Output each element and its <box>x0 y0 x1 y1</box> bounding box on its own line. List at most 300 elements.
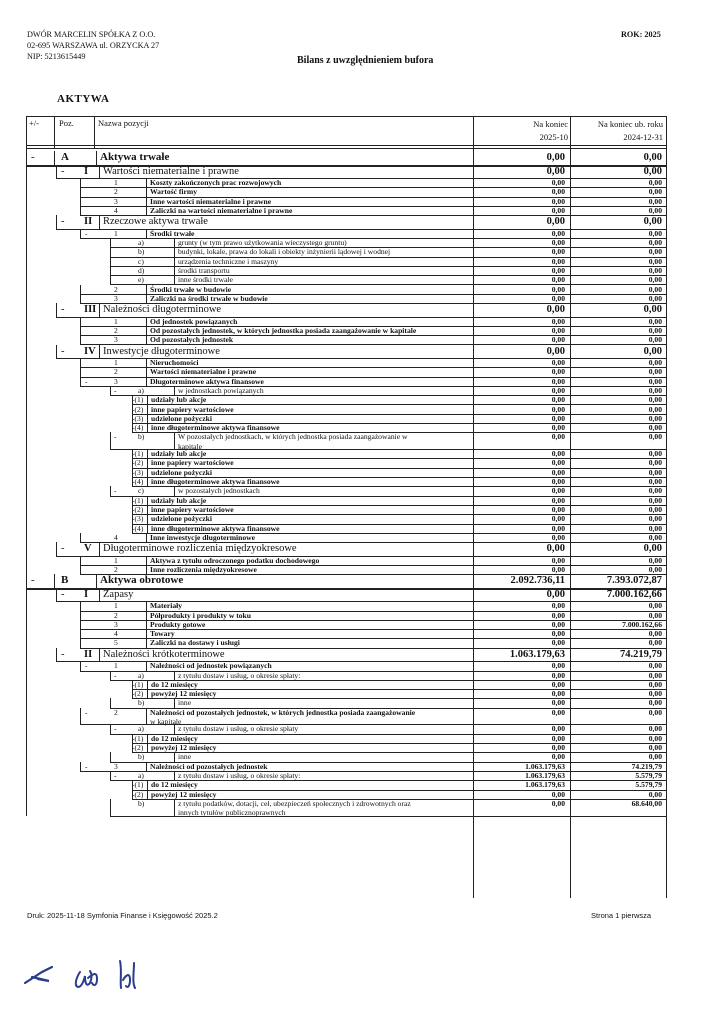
row-name: Długoterminowe rozliczenia międzyokresowe <box>103 543 297 555</box>
row-divider <box>56 303 57 317</box>
row-divider <box>147 790 148 799</box>
row-value-previous: 0,00 <box>648 532 662 542</box>
table-row <box>0 542 724 556</box>
row-name: Środki trwałe w budowie <box>150 284 232 294</box>
row-divider <box>80 317 81 326</box>
table-row <box>0 247 724 256</box>
row-divider <box>174 724 175 733</box>
row-name: Inne wartości niematerialne i prawne <box>150 196 272 206</box>
row-position: 1 <box>114 228 118 238</box>
report-year: ROK: 2025 <box>621 30 661 39</box>
row-divider <box>80 638 81 647</box>
row-divider <box>56 165 57 179</box>
signature <box>22 950 162 1000</box>
row-position: 3 <box>114 619 118 629</box>
row-value-current: 0,00 <box>551 798 565 808</box>
row-name: Środki trwałe <box>150 228 195 238</box>
row-position: 2 <box>114 610 118 620</box>
row-divider <box>146 294 147 303</box>
row-value-current: 0,00 <box>546 216 565 228</box>
row-divider <box>80 197 81 206</box>
row-divider <box>80 187 81 196</box>
row-position: 3 <box>114 761 118 771</box>
print-info: Druk: 2025-11-18 Symfonia Finanse i Księgowość 2025.2 <box>27 911 218 920</box>
row-position: d) <box>138 265 145 275</box>
row-position: -(2) <box>132 404 144 414</box>
table-row <box>0 505 724 514</box>
row-divider <box>80 708 81 725</box>
table-row <box>0 601 724 610</box>
row-name: powyżej 12 miesięcy <box>151 789 217 799</box>
table-row <box>0 345 724 359</box>
row-value-current: 0,00 <box>551 284 565 294</box>
row-position: a) <box>138 724 144 734</box>
row-divider <box>146 197 147 206</box>
row-divider <box>147 423 148 432</box>
row-value-previous: 0,00 <box>643 152 662 163</box>
table-left-border <box>26 148 27 816</box>
row-name: Nieruchomości <box>150 358 199 367</box>
row-divider <box>146 533 147 542</box>
row-divider <box>132 743 133 752</box>
col-header-poz: Poz. <box>59 118 74 128</box>
row-name: grunty (w tym prawo użytkowania wieczystego gruntu) <box>178 238 347 247</box>
table-row <box>0 771 724 780</box>
row-position: b) <box>138 798 145 808</box>
row-name: inne papiery wartościowe <box>151 504 234 514</box>
row-value-previous: 0,00 <box>648 670 662 680</box>
row-divider <box>110 275 111 284</box>
col-header-mark: +/- <box>29 118 39 128</box>
row-name: Zaliczki na wartości niematerialne i prawne <box>150 205 293 215</box>
table-row <box>0 449 724 458</box>
section-title: AKTYWA <box>57 93 110 105</box>
row-name: Należności krótkoterminowe <box>103 648 225 660</box>
row-value-current: 0,00 <box>551 413 565 423</box>
table-row <box>0 671 724 680</box>
row-divider <box>147 680 148 689</box>
table-row <box>0 317 724 326</box>
row-position: 2 <box>114 284 118 294</box>
row-position: -(2) <box>132 504 144 514</box>
company-address: 02-695 WARSZAWA ul. ORZYCKA 27 <box>27 41 160 50</box>
row-position: -(1) <box>132 449 144 459</box>
table-row <box>0 266 724 275</box>
row-position: 2 <box>114 367 118 377</box>
row-position: -(4) <box>132 477 144 487</box>
row-toggle-mark: - <box>31 574 35 587</box>
row-value-previous: 0,00 <box>648 432 662 442</box>
row-value-previous: 0,00 <box>648 205 662 215</box>
row-divider <box>110 486 111 495</box>
row-position: -(4) <box>132 523 144 533</box>
row-position: b) <box>138 432 145 442</box>
row-position: I <box>84 165 89 177</box>
row-name: Wartości niematerialne i prawne <box>103 165 239 177</box>
row-value-previous: 7.000.162,66 <box>606 588 662 600</box>
row-value-current: 0,00 <box>551 458 565 468</box>
row-value-previous: 7.000.162,66 <box>622 619 662 629</box>
table-row <box>0 708 724 725</box>
row-position: b) <box>138 247 145 257</box>
table-row <box>0 486 724 495</box>
row-position: 1 <box>114 358 118 367</box>
row-position: -(3) <box>132 514 144 524</box>
row-name: udzielone pożyczki <box>151 413 212 423</box>
row-position: I <box>84 588 89 600</box>
row-name: do 12 miesięcy <box>151 780 198 790</box>
row-toggle-mark: - <box>114 385 117 395</box>
row-toggle-mark: - <box>61 304 65 316</box>
row-value-current: 0,00 <box>551 638 565 648</box>
row-position: 3 <box>114 293 118 303</box>
row-name: Aktywa trwałe <box>100 151 170 163</box>
row-divider <box>80 565 81 574</box>
row-value-current: 0,00 <box>546 345 565 357</box>
row-divider <box>147 524 148 533</box>
col-header-previous-label: Na koniec ub. roku <box>597 119 663 129</box>
table-row <box>0 367 724 376</box>
row-position: -(1) <box>132 679 144 689</box>
row-divider <box>132 734 133 743</box>
row-divider <box>110 266 111 275</box>
row-value-current: 0,00 <box>551 514 565 524</box>
row-name: do 12 miesięcy <box>151 733 198 743</box>
row-name: Aktywa obrotowe <box>100 574 184 587</box>
row-value-current: 0,00 <box>551 679 565 689</box>
row-divider <box>147 734 148 743</box>
row-position: 3 <box>114 335 118 345</box>
row-value-current: 0,00 <box>551 404 565 414</box>
row-divider <box>132 449 133 458</box>
row-name: inne papiery wartościowe <box>151 458 234 468</box>
row-divider <box>54 574 55 588</box>
row-divider <box>147 449 148 458</box>
row-divider <box>80 762 81 771</box>
row-divider <box>174 671 175 680</box>
row-toggle-mark: - <box>114 486 117 496</box>
table-row <box>0 698 724 707</box>
row-value-previous: 0,00 <box>648 316 662 326</box>
row-position: 5 <box>114 638 118 648</box>
row-divider <box>110 799 111 816</box>
row-value-current: 0,00 <box>551 316 565 326</box>
row-divider <box>99 165 100 179</box>
row-value-current: 0,00 <box>551 743 565 753</box>
row-value-previous: 0,00 <box>648 187 662 197</box>
row-divider <box>146 611 147 620</box>
row-divider <box>147 477 148 486</box>
row-divider <box>80 326 81 335</box>
row-divider <box>132 524 133 533</box>
row-divider <box>132 790 133 799</box>
table-row <box>0 358 724 367</box>
row-value-previous: 0,00 <box>648 293 662 303</box>
row-name: udzielone pożyczki <box>151 467 212 477</box>
row-value-previous: 0,00 <box>648 376 662 386</box>
row-divider <box>99 345 100 359</box>
row-position: 4 <box>114 532 118 542</box>
row-value-current: 0,00 <box>551 670 565 680</box>
row-divider <box>110 247 111 256</box>
row-divider <box>110 752 111 761</box>
row-divider <box>110 698 111 707</box>
row-name: Produkty gotowe <box>150 619 206 629</box>
row-divider <box>56 648 57 662</box>
row-divider <box>56 345 57 359</box>
row-divider <box>132 423 133 432</box>
row-divider <box>80 601 81 610</box>
col-header-name: Nazwa pozycji <box>98 118 149 128</box>
row-name: Wartości niematerialne i prawne <box>150 367 257 377</box>
table-row <box>0 229 724 238</box>
row-name: Rzeczowe aktywa trwałe <box>103 216 208 228</box>
row-value-current: 0,00 <box>551 395 565 405</box>
table-row <box>0 165 724 179</box>
row-position: -(3) <box>132 413 144 423</box>
row-value-previous: 0,00 <box>648 555 662 565</box>
row-toggle-mark: - <box>61 345 65 357</box>
row-divider <box>80 358 81 367</box>
row-value-previous: 74.219,79 <box>631 761 662 771</box>
table-row <box>0 215 724 229</box>
row-name: Aktywa z tytułu odroczonego podatku dochodowego <box>150 555 320 565</box>
row-value-current: 0,00 <box>551 367 565 377</box>
row-position: -(1) <box>132 395 144 405</box>
row-value-current: 0,00 <box>551 247 565 257</box>
row-value-current: 0,00 <box>551 423 565 433</box>
table-row <box>0 477 724 486</box>
table-row <box>0 574 724 588</box>
row-value-current: 0,00 <box>551 293 565 303</box>
row-value-current: 0,00 <box>551 477 565 487</box>
company-name: DWÓR MARCELIN SPÓŁKA Z O.O. <box>27 30 156 39</box>
table-row <box>0 790 724 799</box>
row-value-previous: 0,00 <box>648 395 662 405</box>
row-value-current: 0,00 <box>551 196 565 206</box>
row-position: 1 <box>114 601 118 611</box>
row-divider <box>174 257 175 266</box>
row-value-previous: 0,00 <box>648 256 662 266</box>
row-value-previous: 0,00 <box>648 495 662 505</box>
row-value-previous: 0,00 <box>648 367 662 377</box>
table-row <box>0 303 724 317</box>
row-value-current: 2.092.736,11 <box>510 575 565 587</box>
row-divider <box>146 178 147 187</box>
row-position: II <box>84 216 93 228</box>
row-name: urządzenia techniczne i maszyny <box>178 256 279 266</box>
row-value-previous: 0,00 <box>643 543 662 555</box>
row-position: 2 <box>114 325 118 335</box>
row-toggle-mark: - <box>114 724 117 734</box>
row-name: inne długoterminowe aktywa finansowe <box>151 477 280 487</box>
row-divider <box>132 477 133 486</box>
row-value-previous: 0,00 <box>648 629 662 639</box>
row-divider <box>174 247 175 256</box>
row-name: Inwestycje długoterminowe <box>103 345 220 357</box>
row-divider <box>147 505 148 514</box>
table-row <box>0 661 724 670</box>
row-value-current: 0,00 <box>551 486 565 496</box>
row-name-continued: innych tytułów publicznoprawnych <box>178 808 286 818</box>
row-divider <box>174 266 175 275</box>
table-row <box>0 799 724 816</box>
row-name: z tytułu dostaw i usług, o okresie spłaty: <box>178 670 301 680</box>
row-name: Od pozostałych jednostek, w których jednostka posiada zaangażowanie w kapitale <box>150 325 417 335</box>
row-name: powyżej 12 miesięcy <box>151 689 217 699</box>
row-position: -(3) <box>132 467 144 477</box>
row-name-continued: w kapitale <box>150 717 182 727</box>
table-row <box>0 423 724 432</box>
row-value-previous: 0,00 <box>648 284 662 294</box>
row-value-previous: 0,00 <box>648 689 662 699</box>
row-divider <box>146 367 147 376</box>
row-divider <box>146 556 147 565</box>
row-divider <box>174 799 175 816</box>
row-value-previous: 0,00 <box>648 404 662 414</box>
row-value-previous: 0,00 <box>648 733 662 743</box>
row-divider <box>132 395 133 404</box>
row-name: z tytułu podatków, dotacji, ceł, ubezpieczeń społecznych i zdrowotnych oraz <box>178 798 411 808</box>
row-name: inne środki trwałe <box>178 275 233 285</box>
row-name: powyżej 12 miesięcy <box>151 743 217 753</box>
row-value-previous: 0,00 <box>648 335 662 345</box>
row-value-current: 0,00 <box>551 449 565 459</box>
table-row <box>0 377 724 386</box>
row-value-current: 0,00 <box>551 610 565 620</box>
row-value-previous: 0,00 <box>648 698 662 708</box>
row-divider <box>132 689 133 698</box>
row-value-current: 0,00 <box>551 698 565 708</box>
table-row <box>0 326 724 335</box>
row-value-current: 0,00 <box>551 532 565 542</box>
row-divider <box>146 229 147 238</box>
table-row <box>0 206 724 215</box>
row-position: -(1) <box>132 495 144 505</box>
row-value-current: 0,00 <box>551 376 565 386</box>
row-name: Zaliczki na środki trwałe w budowie <box>150 293 268 303</box>
row-divider <box>99 303 100 317</box>
row-divider <box>80 335 81 344</box>
row-position: IV <box>84 345 96 357</box>
row-value-current: 0,00 <box>551 432 565 442</box>
row-value-previous: 0,00 <box>648 385 662 395</box>
row-divider <box>80 377 81 386</box>
row-name: Należności od pozostałych jednostek <box>150 761 268 771</box>
row-name: Inne rozliczenia międzyokresowe <box>150 564 257 574</box>
row-value-previous: 0,00 <box>648 358 662 367</box>
row-value-previous: 0,00 <box>643 304 662 316</box>
row-divider <box>80 533 81 542</box>
row-toggle-mark: - <box>114 432 117 442</box>
row-position: 1 <box>114 555 118 565</box>
row-value-current: 0,00 <box>546 304 565 316</box>
row-position: e) <box>138 275 144 285</box>
row-name: inne długoterminowe aktywa finansowe <box>151 423 280 433</box>
row-value-previous: 0,00 <box>648 196 662 206</box>
row-name: w jednostkach powiązanych <box>178 385 264 395</box>
row-value-current: 0,00 <box>551 707 565 717</box>
row-divider <box>80 285 81 294</box>
row-value-previous: 0,00 <box>648 178 662 187</box>
row-divider <box>80 620 81 629</box>
page-number: Strona 1 pierwsza <box>591 911 652 920</box>
row-divider <box>96 574 97 588</box>
row-value-previous: 0,00 <box>648 564 662 574</box>
table-row <box>0 780 724 789</box>
row-divider <box>99 215 100 229</box>
row-position: a) <box>138 670 144 680</box>
row-name: Należności od pozostałych jednostek, w których jednostka posiada zaangażowanie <box>150 707 416 717</box>
company-nip: NIP: 5213615449 <box>27 52 86 61</box>
row-divider <box>132 458 133 467</box>
row-divider <box>174 386 175 395</box>
table-row <box>0 752 724 761</box>
row-value-current: 0,00 <box>551 335 565 345</box>
row-value-previous: 0,00 <box>648 238 662 247</box>
table-row <box>0 395 724 404</box>
row-position: 3 <box>114 196 118 206</box>
row-value-current: 0,00 <box>551 385 565 395</box>
row-value-current: 0,00 <box>551 724 565 734</box>
row-divider <box>147 780 148 789</box>
row-divider <box>110 238 111 247</box>
row-value-current: 0,00 <box>551 358 565 367</box>
row-value-current: 1.063.179,63 <box>525 780 565 790</box>
row-position: -(2) <box>132 458 144 468</box>
row-divider <box>147 395 148 404</box>
row-divider <box>110 432 111 449</box>
row-divider <box>132 405 133 414</box>
row-value-current: 0,00 <box>551 619 565 629</box>
row-value-current: 1.063.179,63 <box>525 761 565 771</box>
table-row <box>0 524 724 533</box>
row-name: inne <box>178 752 192 762</box>
row-divider <box>110 257 111 266</box>
table-row <box>0 458 724 467</box>
row-position: 2 <box>114 187 118 197</box>
row-position: 1 <box>114 661 118 671</box>
row-divider <box>147 414 148 423</box>
row-name: z tytułu dostaw i usług, o okresie spłaty <box>178 724 299 734</box>
row-divider <box>80 294 81 303</box>
table-row <box>0 386 724 395</box>
row-toggle-mark: - <box>85 661 88 671</box>
row-divider <box>174 771 175 780</box>
row-value-current: 0,00 <box>551 205 565 215</box>
table-row <box>0 648 724 662</box>
row-position: a) <box>138 770 144 780</box>
row-name: Półprodukty i produkty w toku <box>150 610 252 620</box>
row-value-previous: 0,00 <box>648 661 662 671</box>
row-value-previous: 0,00 <box>643 165 662 177</box>
table-row <box>0 285 724 294</box>
row-toggle-mark: - <box>85 376 88 386</box>
row-divider <box>147 468 148 477</box>
row-divider <box>56 215 57 229</box>
row-divider <box>80 661 81 670</box>
row-value-current: 0,00 <box>551 495 565 505</box>
row-value-previous: 5.579,79 <box>635 770 662 780</box>
row-position: a) <box>138 238 144 247</box>
row-value-previous: 0,00 <box>648 458 662 468</box>
row-name: Wartość firmy <box>150 187 198 197</box>
row-value-previous: 0,00 <box>648 610 662 620</box>
row-value-current: 0,00 <box>551 187 565 197</box>
row-divider <box>147 689 148 698</box>
row-value-current: 0,00 <box>551 467 565 477</box>
row-border <box>110 816 666 817</box>
